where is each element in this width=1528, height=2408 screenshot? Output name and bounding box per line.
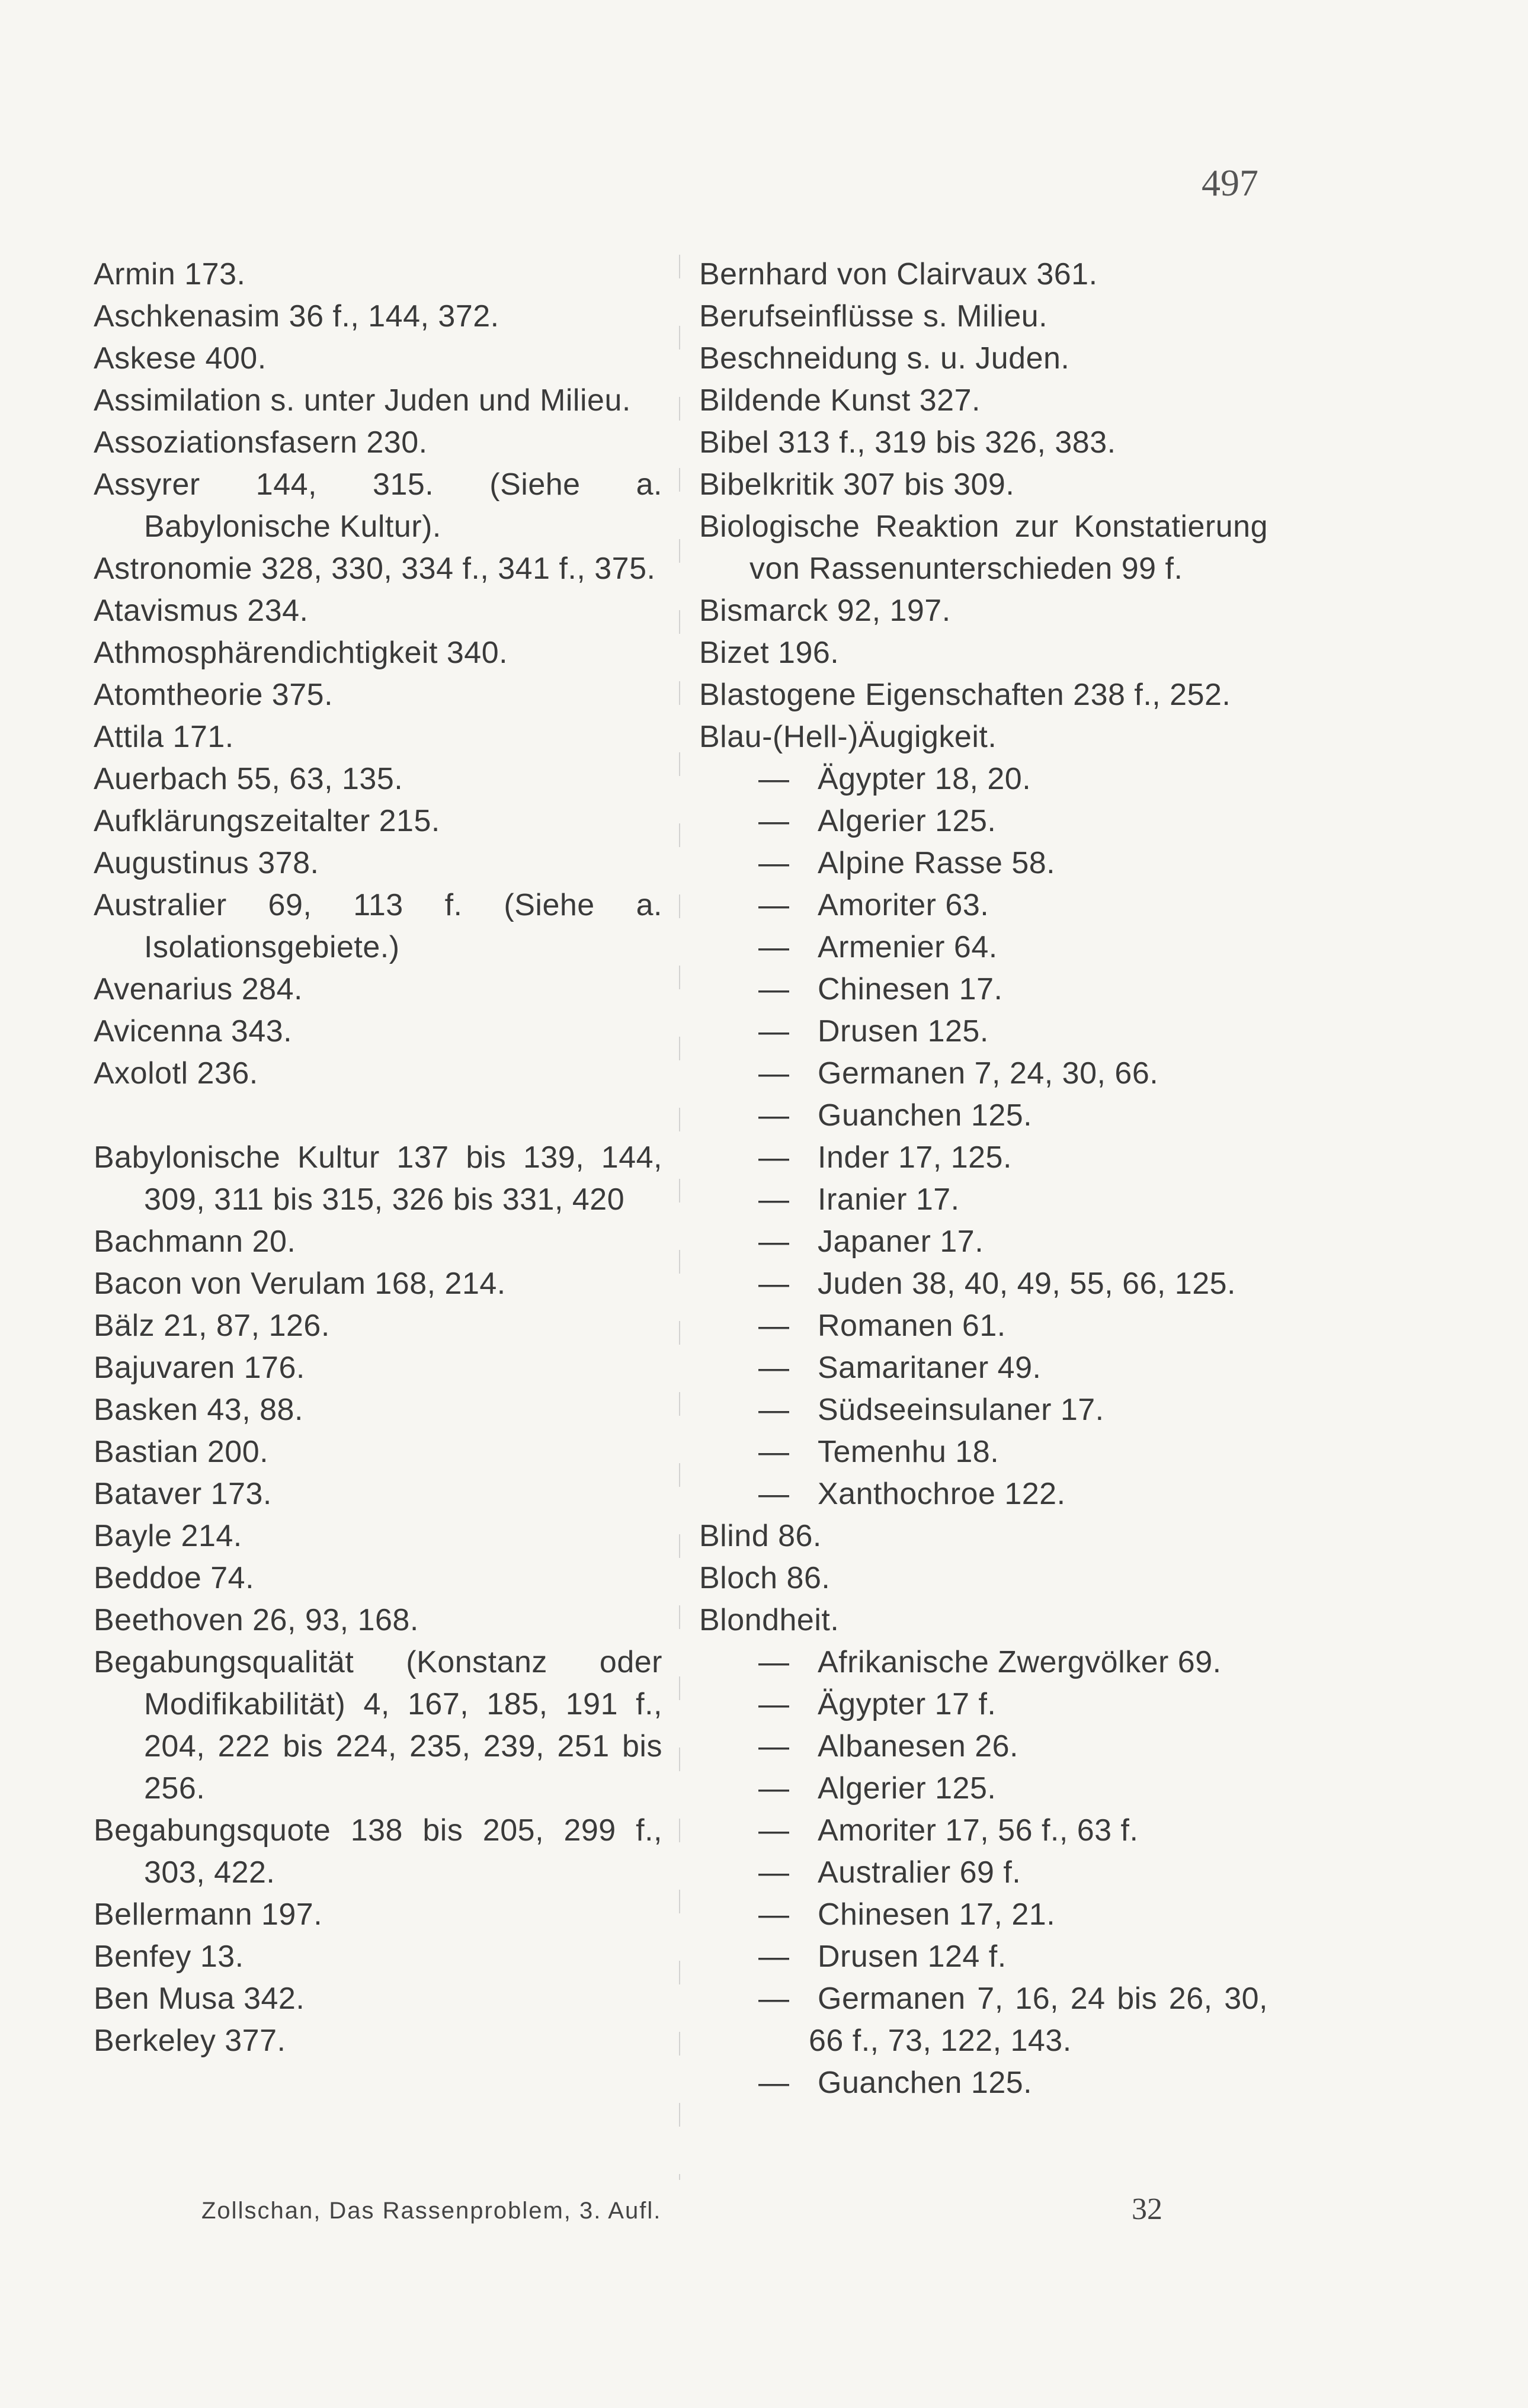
index-entry bbox=[94, 1473, 662, 1515]
entry-text: Bibel 313 f., 319 bis 326, 383. bbox=[699, 425, 1116, 460]
index-subentry bbox=[699, 1095, 1268, 1137]
index-entry bbox=[94, 1263, 662, 1305]
subentry-dash: — bbox=[758, 762, 790, 796]
entry-text: Bloch 86. bbox=[699, 1561, 831, 1595]
subentry-dash: — bbox=[758, 1098, 790, 1133]
index-entry bbox=[94, 1515, 662, 1557]
subentry-dash: — bbox=[758, 1771, 790, 1806]
entry-text: Assoziationsfasern 230. bbox=[94, 425, 428, 460]
index-entry bbox=[699, 380, 1268, 422]
entry-text: Aschkenasim 36 f., 144, 372. bbox=[94, 299, 499, 334]
entry-text: Bacon von Verulam 168, 214. bbox=[94, 1266, 506, 1301]
section-gap bbox=[94, 1095, 662, 1137]
subentry-dash: — bbox=[758, 804, 790, 838]
index-entry bbox=[94, 1936, 662, 1978]
index-subentry bbox=[699, 1305, 1268, 1347]
index-entry bbox=[94, 1011, 662, 1053]
index-subentry bbox=[699, 1137, 1268, 1179]
index-subentry bbox=[699, 1768, 1268, 1810]
entry-text: Iranier 17. bbox=[818, 1182, 960, 1217]
page-number: 497 bbox=[1202, 162, 1258, 204]
index-subentry bbox=[699, 1726, 1268, 1768]
entry-text: Beddoe 74. bbox=[94, 1561, 255, 1595]
entry-text: Armenier 64. bbox=[818, 930, 998, 964]
index-subentry bbox=[699, 1810, 1268, 1852]
entry-text: Benfey 13. bbox=[94, 1939, 244, 1974]
entry-text: Assyrer 144, 315. (Siehe a. Babylonische Kultur). bbox=[94, 467, 662, 544]
footer-citation: Zollschan, Das Rassenproblem, 3. Aufl. bbox=[201, 2198, 662, 2224]
subentry-dash: — bbox=[758, 2066, 790, 2100]
entry-text: Avenarius 284. bbox=[94, 972, 303, 1006]
index-entry bbox=[699, 1515, 1268, 1557]
column-divider bbox=[679, 255, 680, 2180]
entry-text: Juden 38, 40, 49, 55, 66, 125. bbox=[818, 1266, 1237, 1301]
entry-text: Germanen 7, 24, 30, 66. bbox=[818, 1056, 1159, 1091]
entry-text: Atavismus 234. bbox=[94, 594, 309, 628]
entry-text: Beethoven 26, 93, 168. bbox=[94, 1603, 419, 1637]
index-entry bbox=[94, 1347, 662, 1389]
index-entry bbox=[699, 1557, 1268, 1599]
index-entry bbox=[699, 338, 1268, 380]
entry-text: Bellermann 197. bbox=[94, 1897, 323, 1932]
index-subentry bbox=[699, 1936, 1268, 1978]
entry-text: Chinesen 17, 21. bbox=[818, 1897, 1056, 1932]
subentry-dash: — bbox=[758, 1477, 790, 1511]
index-column-left bbox=[94, 254, 662, 2062]
subentry-dash: — bbox=[758, 1855, 790, 1890]
entry-text: Bildende Kunst 327. bbox=[699, 383, 981, 418]
index-subentry bbox=[699, 842, 1268, 884]
entry-text: Astronomie 328, 330, 334 f., 341 f., 375. bbox=[94, 552, 656, 586]
index-entry bbox=[94, 1641, 662, 1810]
index-subentry bbox=[699, 1053, 1268, 1095]
index-subentry bbox=[699, 1011, 1268, 1053]
entry-text: Bayle 214. bbox=[94, 1519, 242, 1553]
entry-text: Drusen 124 f. bbox=[818, 1939, 1007, 1974]
index-entry bbox=[94, 969, 662, 1011]
entry-text: Auerbach 55, 63, 135. bbox=[94, 762, 403, 796]
index-entry bbox=[699, 254, 1268, 296]
index-entry bbox=[94, 296, 662, 338]
index-subentry bbox=[699, 1221, 1268, 1263]
subentry-dash: — bbox=[758, 1729, 790, 1763]
subentry-dash: — bbox=[758, 1224, 790, 1259]
entry-text: Temenhu 18. bbox=[818, 1435, 1000, 1469]
entry-text: Bizet 196. bbox=[699, 636, 840, 670]
index-entry bbox=[94, 800, 662, 842]
entry-text: Attila 171. bbox=[94, 720, 234, 754]
entry-text: Athmosphärendichtigkeit 340. bbox=[94, 636, 508, 670]
subentry-dash: — bbox=[758, 930, 790, 964]
subentry-dash: — bbox=[758, 1645, 790, 1679]
index-subentry bbox=[699, 1431, 1268, 1473]
entry-text: Guanchen 125. bbox=[818, 2066, 1033, 2100]
entry-text: Atomtheorie 375. bbox=[94, 678, 334, 712]
index-entry bbox=[699, 674, 1268, 716]
index-entry bbox=[94, 1305, 662, 1347]
entry-text: Berufseinflüsse s. Milieu. bbox=[699, 299, 1048, 334]
entry-text: Algerier 125. bbox=[818, 804, 997, 838]
index-entry bbox=[94, 1389, 662, 1431]
entry-text: Drusen 125. bbox=[818, 1014, 989, 1049]
entry-text: Ägypter 18, 20. bbox=[818, 762, 1032, 796]
entry-text: Algerier 125. bbox=[818, 1771, 997, 1806]
entry-text: Romanen 61. bbox=[818, 1309, 1006, 1343]
index-entry bbox=[94, 1221, 662, 1263]
entry-text: Augustinus 378. bbox=[94, 846, 319, 880]
index-entry bbox=[699, 422, 1268, 464]
entry-text: Basken 43, 88. bbox=[94, 1393, 303, 1427]
index-entry bbox=[94, 590, 662, 632]
entry-text: Ben Musa 342. bbox=[94, 1981, 305, 2016]
index-entry bbox=[94, 380, 662, 422]
index-entry bbox=[94, 254, 662, 296]
subentry-dash: — bbox=[758, 1140, 790, 1175]
index-entry bbox=[94, 842, 662, 884]
index-entry bbox=[94, 1053, 662, 1095]
entry-text: Bajuvaren 176. bbox=[94, 1351, 305, 1385]
index-subentry bbox=[699, 1263, 1268, 1305]
index-subentry bbox=[699, 1894, 1268, 1936]
entry-text: Guanchen 125. bbox=[818, 1098, 1033, 1133]
entry-text: Assimilation s. unter Juden und Milieu. bbox=[94, 383, 631, 418]
index-entry bbox=[94, 1137, 662, 1221]
subentry-dash: — bbox=[758, 1266, 790, 1301]
index-subentry bbox=[699, 1852, 1268, 1894]
index-entry bbox=[94, 674, 662, 716]
entry-text: Samaritaner 49. bbox=[818, 1351, 1042, 1385]
index-subentry bbox=[699, 1347, 1268, 1389]
subentry-dash: — bbox=[758, 1014, 790, 1049]
entry-text: Blondheit. bbox=[699, 1603, 840, 1637]
index-entry bbox=[699, 296, 1268, 338]
entry-text: Inder 17, 125. bbox=[818, 1140, 1012, 1175]
index-column-right bbox=[699, 254, 1268, 2104]
index-entry bbox=[94, 1810, 662, 1894]
index-subentry bbox=[699, 1978, 1268, 2062]
subentry-dash: — bbox=[758, 1687, 790, 1721]
entry-text: Bibelkritik 307 bis 309. bbox=[699, 467, 1015, 502]
index-subentry bbox=[699, 1684, 1268, 1726]
entry-text: Alpine Rasse 58. bbox=[818, 846, 1056, 880]
index-entry bbox=[94, 758, 662, 800]
subentry-dash: — bbox=[758, 1309, 790, 1343]
entry-text: Südseeinsulaner 17. bbox=[818, 1393, 1104, 1427]
entry-text: Blastogene Eigenschaften 238 f., 252. bbox=[699, 678, 1231, 712]
entry-text: Blau-(Hell-)Äugigkeit. bbox=[699, 720, 997, 754]
entry-text: Xanthochroe 122. bbox=[818, 1477, 1066, 1511]
index-entry bbox=[94, 422, 662, 464]
entry-text: Babylonische Kultur 137 bis 139, 144, 309, 311 bis 315, 326 bis 331, 420 bbox=[94, 1140, 662, 1217]
subentry-dash: — bbox=[758, 888, 790, 922]
subentry-dash: — bbox=[758, 846, 790, 880]
entry-text: Chinesen 17. bbox=[818, 972, 1003, 1006]
index-entry bbox=[699, 506, 1268, 590]
index-entry bbox=[94, 1894, 662, 1936]
index-subentry bbox=[699, 2062, 1268, 2104]
signature-mark: 32 bbox=[1132, 2192, 1162, 2226]
subentry-dash: — bbox=[758, 1435, 790, 1469]
index-entry bbox=[94, 632, 662, 674]
index-entry bbox=[699, 590, 1268, 632]
index-subentry bbox=[699, 969, 1268, 1011]
index-entry bbox=[94, 1599, 662, 1641]
index-entry bbox=[699, 632, 1268, 674]
entry-text: Bälz 21, 87, 126. bbox=[94, 1309, 330, 1343]
entry-text: Australier 69 f. bbox=[818, 1855, 1021, 1890]
index-entry bbox=[94, 716, 662, 758]
entry-text: Australier 69, 113 f. (Siehe a. Isolationsgebiete.) bbox=[94, 888, 662, 964]
index-entry bbox=[94, 884, 662, 969]
entry-text: Albanesen 26. bbox=[818, 1729, 1018, 1763]
subentry-dash: — bbox=[758, 1351, 790, 1385]
index-entry bbox=[94, 1557, 662, 1599]
entry-text: Bastian 200. bbox=[94, 1435, 269, 1469]
subentry-dash: — bbox=[758, 1056, 790, 1091]
index-subentry bbox=[699, 1473, 1268, 1515]
entry-text: Blind 86. bbox=[699, 1519, 822, 1553]
index-entry bbox=[94, 1978, 662, 2020]
index-subentry bbox=[699, 926, 1268, 969]
index-entry bbox=[699, 464, 1268, 506]
entry-text: Bismarck 92, 197. bbox=[699, 594, 951, 628]
subentry-dash: — bbox=[758, 1939, 790, 1974]
index-entry bbox=[94, 548, 662, 590]
index-entry bbox=[699, 1599, 1268, 1641]
entry-text: Bataver 173. bbox=[94, 1477, 272, 1511]
subentry-dash: — bbox=[758, 1813, 790, 1848]
index-subentry bbox=[699, 758, 1268, 800]
index-subentry bbox=[699, 1641, 1268, 1684]
index-entry bbox=[94, 464, 662, 548]
entry-text: Germanen 7, 16, 24 bis 26, 30, 66 f., 73, 122, 143. bbox=[809, 1981, 1268, 2058]
entry-text: Amoriter 17, 56 f., 63 f. bbox=[818, 1813, 1139, 1848]
entry-text: Bernhard von Clairvaux 361. bbox=[699, 257, 1098, 291]
entry-text: Askese 400. bbox=[94, 341, 267, 376]
entry-text: Afrikanische Zwergvölker 69. bbox=[818, 1645, 1222, 1679]
subentry-dash: — bbox=[758, 1182, 790, 1217]
entry-text: Aufklärungszeitalter 215. bbox=[94, 804, 440, 838]
subentry-dash: — bbox=[758, 1897, 790, 1932]
entry-text: Amoriter 63. bbox=[818, 888, 989, 922]
entry-text: Begabungsqualität (Konstanz oder Modifikabilität) 4, 167, 185, 191 f., 204, 222 bis 224, 235, 239, 251 bis 256. bbox=[94, 1645, 662, 1806]
entry-text: Biologische Reaktion zur Konstatierung von Rassenunterschieden 99 f. bbox=[699, 509, 1268, 586]
index-entry bbox=[94, 2020, 662, 2062]
entry-text: Bachmann 20. bbox=[94, 1224, 296, 1259]
index-subentry bbox=[699, 1179, 1268, 1221]
entry-text: Berkeley 377. bbox=[94, 2024, 286, 2058]
entry-text: Begabungsquote 138 bis 205, 299 f., 303, 422. bbox=[94, 1813, 662, 1890]
index-entry bbox=[94, 1431, 662, 1473]
index-subentry bbox=[699, 884, 1268, 926]
index-subentry bbox=[699, 800, 1268, 842]
index-subentry bbox=[699, 1389, 1268, 1431]
subentry-dash: — bbox=[758, 972, 790, 1006]
subentry-dash: — bbox=[758, 1393, 790, 1427]
index-entry bbox=[699, 716, 1268, 758]
entry-text: Armin 173. bbox=[94, 257, 246, 291]
entry-text: Avicenna 343. bbox=[94, 1014, 293, 1049]
entry-text: Ägypter 17 f. bbox=[818, 1687, 997, 1721]
entry-text: Axolotl 236. bbox=[94, 1056, 258, 1091]
index-entry bbox=[94, 338, 662, 380]
entry-text: Japaner 17. bbox=[818, 1224, 984, 1259]
subentry-dash: — bbox=[758, 1981, 790, 2016]
entry-text: Beschneidung s. u. Juden. bbox=[699, 341, 1070, 376]
